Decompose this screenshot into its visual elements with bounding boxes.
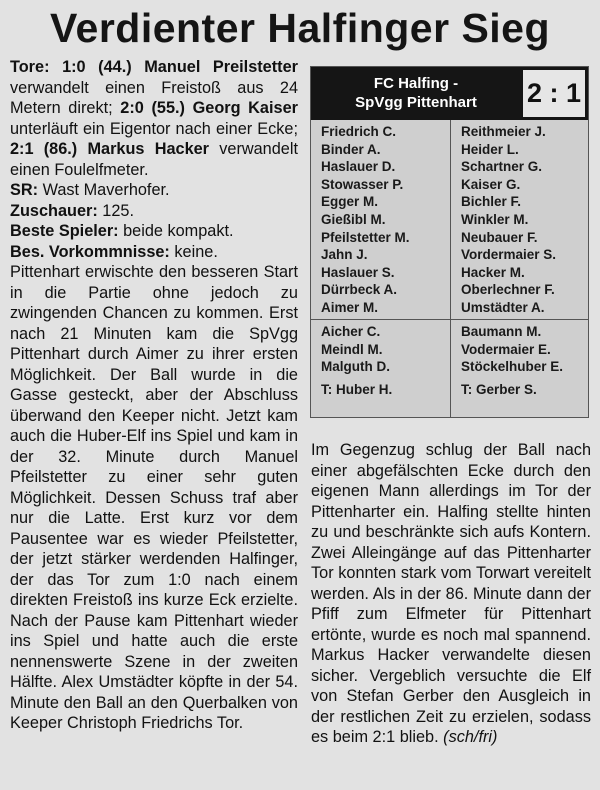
lineup-player: Pfeilstetter M. xyxy=(321,229,410,245)
goal2-scorer: Georg Kaiser xyxy=(192,99,298,117)
lineup-player: Umstädter A. xyxy=(461,299,545,315)
substitute-player: Vodermaier E. xyxy=(461,341,551,357)
lineup-player: Binder A. xyxy=(321,141,381,157)
substitute-player: Malguth D. xyxy=(321,359,390,375)
match-scorebox xyxy=(310,66,589,418)
article-text-right xyxy=(311,440,591,748)
scorebox-header xyxy=(311,67,588,120)
lineup-player: Hacker M. xyxy=(461,264,525,280)
goals-label: Tore: xyxy=(10,58,50,76)
lineup-player: Winkler M. xyxy=(461,211,529,227)
lineup-player: Kaiser G. xyxy=(461,176,521,192)
goal2-minute: 2:0 (55.) xyxy=(120,99,185,117)
goal1-text: verwandelt einen Freistoß aus 24 Metern direkt; xyxy=(10,78,298,117)
scorebox-teams xyxy=(311,67,521,120)
lineup-player: Oberlechner F. xyxy=(461,282,555,298)
lineup-player: Heider L. xyxy=(461,141,519,157)
spectators-line xyxy=(10,201,298,222)
home-team-name: FC Halfing - xyxy=(373,75,459,92)
substitute-player: Stöckelhuber E. xyxy=(461,359,564,375)
substitute-player: Baumann M. xyxy=(461,324,542,339)
lineup-player: Reithmeier J. xyxy=(461,124,546,139)
article-text-right-body: Im Gegenzug schlug der Ball nach einer abgefälschten Ecke durch den eigenen Mann allerdings im Tor der Pittenharter ein. Halfing stellte hinten zu und beschränkte sich aufs Kontern. Zwei Alleingänge auf das Pittenharter Tor konnten stark vom Torwart vereitelt werden. Als in der 86. Minute dann der Pfiff zum Elfmeter für Pittenhart ertönte, wurde es noch mal spannend. Markus Hacker verwandelte diesen sicher. Vergeblich versuchte die Elf von Stefan Gerber den Ausgleich in der restlichen Zeit zu erzielen, sodass es beim 2:1 blieb. xyxy=(311,441,591,746)
away-lineup xyxy=(461,123,556,317)
spectators-value: 125. xyxy=(102,201,134,220)
lineup-player: Schartner G. xyxy=(461,159,543,175)
subs-divider xyxy=(311,319,588,320)
final-score: 2 : 1 xyxy=(523,70,585,117)
lineup-player: Aimer M. xyxy=(321,299,379,315)
incidents-value: keine. xyxy=(174,242,218,261)
lineup-player: Stowasser P. xyxy=(321,176,404,192)
lineup-player: Egger M. xyxy=(321,194,379,210)
goal2-text: unterläuft ein Eigentor nach einer Ecke; xyxy=(10,119,298,138)
article-headline: Verdienter Halfinger Sieg xyxy=(49,5,551,51)
lineup-player: Friedrich C. xyxy=(321,124,397,139)
substitute-player: Meindl M. xyxy=(321,341,383,357)
lineup-player: Haslauer S. xyxy=(321,264,395,280)
home-lineup xyxy=(321,123,410,317)
lineup-player: Neubauer F. xyxy=(461,229,538,245)
referee-line xyxy=(10,180,298,201)
away-substitutes xyxy=(461,323,563,376)
home-substitutes xyxy=(321,323,390,376)
home-coach: T: Huber H. xyxy=(321,382,393,397)
referee-label: SR: xyxy=(10,181,39,199)
goal1-minute: 1:0 (44.) xyxy=(62,58,132,76)
lineup-player: Dürrbeck A. xyxy=(321,282,398,298)
byline: (sch/fri) xyxy=(443,728,498,746)
best-players-label: Beste Spieler: xyxy=(10,222,119,240)
lineup-player: Vordermaier S. xyxy=(461,247,557,263)
goal3-text: verwandelt einen Foulelfmeter. xyxy=(10,140,298,179)
spectators-label: Zuschauer: xyxy=(10,201,98,220)
substitute-player: Aicher C. xyxy=(321,324,381,339)
lineup-player: Haslauer D. xyxy=(321,159,396,175)
incidents-label: Bes. Vorkommnisse: xyxy=(10,242,170,261)
lineup-player: Gießibl M. xyxy=(321,211,386,227)
goals-info xyxy=(10,57,298,180)
goal3-minute: 2:1 (86.) xyxy=(10,140,78,158)
away-team-name: SpVgg Pittenhart xyxy=(355,94,477,111)
away-coach: T: Gerber S. xyxy=(461,382,537,397)
goal3-scorer: Markus Hacker xyxy=(87,140,210,158)
best-players-line xyxy=(10,221,298,242)
column-divider xyxy=(450,120,451,417)
left-column xyxy=(10,57,298,734)
incidents-line xyxy=(10,242,298,263)
best-players-value: beide kompakt. xyxy=(123,222,234,240)
right-column xyxy=(311,440,591,748)
goal1-scorer: Manuel Preilstetter xyxy=(144,58,298,76)
lineup-player: Bichler F. xyxy=(461,194,522,210)
lineup-player: Jahn J. xyxy=(321,247,368,263)
article-text-left: Pittenhart erwischte den besseren Start in die Partie ohne jedoch zu zwingenden Chancen zu kommen. Erst nach 21 Minuten kam die SpVgg Pittenhart durch Aimer zu ihrer ersten Möglichkeit. Der Ball wurde in die Gasse gesteckt, aber der Abschluss überwand den Keeper nicht. Jetzt kam auch die Huber-Elf ins Spiel und kam in der 32. Minute durch Manuel Pfeilstetter zu einer sehr guten Möglichkeit. Dessen Schuss traf aber nur die Latte. Erst kurz vor dem Pausentee war es wieder Pfeilstetter, der jetzt stärker werdenden Halfinger, der das Tor zum 1:0 nach einem direkten Freistoß ins kurze Eck erzielte. Nach der Pause kam Pittenhart wieder ins Spiel und hatte auch die erste nennenswerte Szene in der zweiten Hälfte. Alex Umstädter köpfte in der 54. Minute den Ball an den Querbalken von Keeper Christoph Friedrichs Tor. xyxy=(10,263,298,732)
referee-value: Wast Maverhofer. xyxy=(42,181,170,199)
